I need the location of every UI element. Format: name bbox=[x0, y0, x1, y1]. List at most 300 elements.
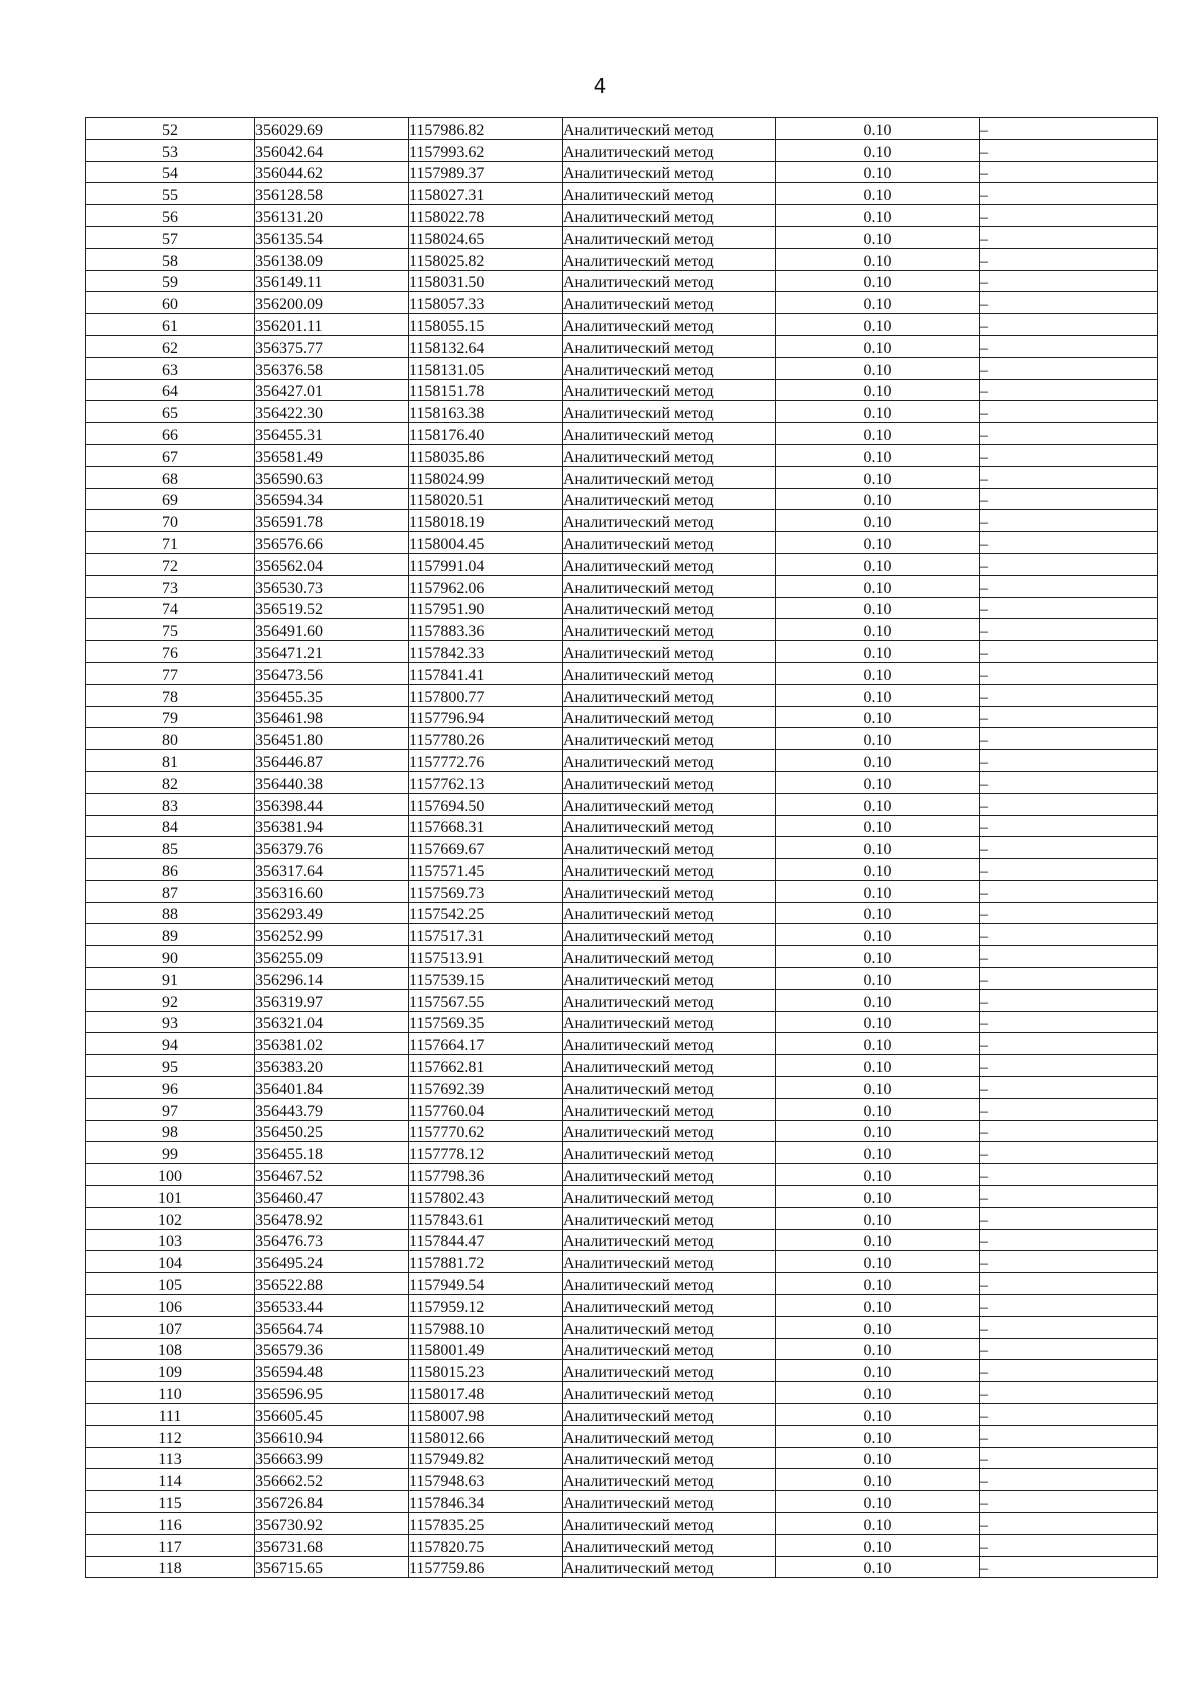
dash-cell: – bbox=[980, 728, 1158, 750]
y-coordinate: 1158012.66 bbox=[409, 1425, 563, 1447]
x-coordinate: 356201.11 bbox=[255, 314, 409, 336]
dash-cell: – bbox=[980, 771, 1158, 793]
dash-cell: – bbox=[980, 1207, 1158, 1229]
point-number: 102 bbox=[86, 1207, 255, 1229]
table-row bbox=[86, 750, 1158, 772]
y-coordinate: 1158176.40 bbox=[409, 423, 563, 445]
x-coordinate: 356473.56 bbox=[255, 662, 409, 684]
method-cell: Аналитический метод bbox=[563, 575, 776, 597]
y-coordinate: 1157539.15 bbox=[409, 968, 563, 990]
method-cell: Аналитический метод bbox=[563, 1011, 776, 1033]
precision-cell: 0.10 bbox=[776, 750, 980, 772]
table-row bbox=[86, 1229, 1158, 1251]
method-cell: Аналитический метод bbox=[563, 314, 776, 336]
precision-cell: 0.10 bbox=[776, 619, 980, 641]
table-row bbox=[86, 466, 1158, 488]
point-number: 108 bbox=[86, 1338, 255, 1360]
point-number: 99 bbox=[86, 1142, 255, 1164]
method-cell: Аналитический метод bbox=[563, 1382, 776, 1404]
method-cell: Аналитический метод bbox=[563, 619, 776, 641]
table-row bbox=[86, 684, 1158, 706]
table-row bbox=[86, 532, 1158, 554]
precision-cell: 0.10 bbox=[776, 1295, 980, 1317]
x-coordinate: 356255.09 bbox=[255, 946, 409, 968]
x-coordinate: 356427.01 bbox=[255, 379, 409, 401]
point-number: 73 bbox=[86, 575, 255, 597]
coordinates-table bbox=[85, 117, 1158, 1578]
method-cell: Аналитический метод bbox=[563, 161, 776, 183]
y-coordinate: 1157844.47 bbox=[409, 1229, 563, 1251]
dash-cell: – bbox=[980, 1316, 1158, 1338]
dash-cell: – bbox=[980, 270, 1158, 292]
x-coordinate: 356731.68 bbox=[255, 1534, 409, 1556]
point-number: 60 bbox=[86, 292, 255, 314]
table-row bbox=[86, 1077, 1158, 1099]
dash-cell: – bbox=[980, 1186, 1158, 1208]
dash-cell: – bbox=[980, 1556, 1158, 1578]
precision-cell: 0.10 bbox=[776, 1425, 980, 1447]
y-coordinate: 1157986.82 bbox=[409, 118, 563, 140]
point-number: 90 bbox=[86, 946, 255, 968]
precision-cell: 0.10 bbox=[776, 859, 980, 881]
point-number: 117 bbox=[86, 1534, 255, 1556]
dash-cell: – bbox=[980, 706, 1158, 728]
dash-cell: – bbox=[980, 314, 1158, 336]
method-cell: Аналитический метод bbox=[563, 1055, 776, 1077]
dash-cell: – bbox=[980, 248, 1158, 270]
y-coordinate: 1157798.36 bbox=[409, 1164, 563, 1186]
dash-cell: – bbox=[980, 226, 1158, 248]
method-cell: Аналитический метод bbox=[563, 226, 776, 248]
point-number: 92 bbox=[86, 989, 255, 1011]
y-coordinate: 1158027.31 bbox=[409, 183, 563, 205]
point-number: 58 bbox=[86, 248, 255, 270]
dash-cell: – bbox=[980, 924, 1158, 946]
precision-cell: 0.10 bbox=[776, 837, 980, 859]
method-cell: Аналитический метод bbox=[563, 750, 776, 772]
method-cell: Аналитический метод bbox=[563, 1207, 776, 1229]
point-number: 69 bbox=[86, 488, 255, 510]
table-row bbox=[86, 641, 1158, 663]
x-coordinate: 356376.58 bbox=[255, 357, 409, 379]
method-cell: Аналитический метод bbox=[563, 946, 776, 968]
y-coordinate: 1158163.38 bbox=[409, 401, 563, 423]
table-row bbox=[86, 118, 1158, 140]
x-coordinate: 356131.20 bbox=[255, 205, 409, 227]
precision-cell: 0.10 bbox=[776, 1186, 980, 1208]
precision-cell: 0.10 bbox=[776, 946, 980, 968]
x-coordinate: 356662.52 bbox=[255, 1469, 409, 1491]
table-row bbox=[86, 553, 1158, 575]
point-number: 118 bbox=[86, 1556, 255, 1578]
x-coordinate: 356440.38 bbox=[255, 771, 409, 793]
table-row bbox=[86, 597, 1158, 619]
method-cell: Аналитический метод bbox=[563, 728, 776, 750]
method-cell: Аналитический метод bbox=[563, 1447, 776, 1469]
x-coordinate: 356135.54 bbox=[255, 226, 409, 248]
dash-cell: – bbox=[980, 815, 1158, 837]
table-row bbox=[86, 1425, 1158, 1447]
x-coordinate: 356591.78 bbox=[255, 510, 409, 532]
point-number: 107 bbox=[86, 1316, 255, 1338]
table-row bbox=[86, 728, 1158, 750]
y-coordinate: 1157517.31 bbox=[409, 924, 563, 946]
dash-cell: – bbox=[980, 1513, 1158, 1535]
precision-cell: 0.10 bbox=[776, 1098, 980, 1120]
precision-cell: 0.10 bbox=[776, 1142, 980, 1164]
y-coordinate: 1158151.78 bbox=[409, 379, 563, 401]
precision-cell: 0.10 bbox=[776, 314, 980, 336]
table-row bbox=[86, 1273, 1158, 1295]
point-number: 85 bbox=[86, 837, 255, 859]
table-row bbox=[86, 880, 1158, 902]
precision-cell: 0.10 bbox=[776, 1491, 980, 1513]
method-cell: Аналитический метод bbox=[563, 1404, 776, 1426]
y-coordinate: 1157951.90 bbox=[409, 597, 563, 619]
method-cell: Аналитический метод bbox=[563, 684, 776, 706]
dash-cell: – bbox=[980, 641, 1158, 663]
table-row bbox=[86, 357, 1158, 379]
table-row bbox=[86, 837, 1158, 859]
point-number: 82 bbox=[86, 771, 255, 793]
dash-cell: – bbox=[980, 946, 1158, 968]
precision-cell: 0.10 bbox=[776, 793, 980, 815]
precision-cell: 0.10 bbox=[776, 575, 980, 597]
precision-cell: 0.10 bbox=[776, 662, 980, 684]
y-coordinate: 1158018.19 bbox=[409, 510, 563, 532]
point-number: 54 bbox=[86, 161, 255, 183]
point-number: 111 bbox=[86, 1404, 255, 1426]
table-row bbox=[86, 488, 1158, 510]
precision-cell: 0.10 bbox=[776, 532, 980, 554]
y-coordinate: 1158022.78 bbox=[409, 205, 563, 227]
method-cell: Аналитический метод bbox=[563, 924, 776, 946]
method-cell: Аналитический метод bbox=[563, 1142, 776, 1164]
precision-cell: 0.10 bbox=[776, 902, 980, 924]
table-row bbox=[86, 1360, 1158, 1382]
x-coordinate: 356519.52 bbox=[255, 597, 409, 619]
precision-cell: 0.10 bbox=[776, 684, 980, 706]
table-row bbox=[86, 575, 1158, 597]
method-cell: Аналитический метод bbox=[563, 1164, 776, 1186]
y-coordinate: 1157989.37 bbox=[409, 161, 563, 183]
point-number: 100 bbox=[86, 1164, 255, 1186]
dash-cell: – bbox=[980, 1164, 1158, 1186]
point-number: 81 bbox=[86, 750, 255, 772]
table-row bbox=[86, 314, 1158, 336]
y-coordinate: 1157835.25 bbox=[409, 1513, 563, 1535]
point-number: 97 bbox=[86, 1098, 255, 1120]
x-coordinate: 356398.44 bbox=[255, 793, 409, 815]
x-coordinate: 356522.88 bbox=[255, 1273, 409, 1295]
method-cell: Аналитический метод bbox=[563, 1425, 776, 1447]
table-row bbox=[86, 1491, 1158, 1513]
dash-cell: – bbox=[980, 575, 1158, 597]
point-number: 104 bbox=[86, 1251, 255, 1273]
table-row bbox=[86, 989, 1158, 1011]
precision-cell: 0.10 bbox=[776, 1469, 980, 1491]
point-number: 56 bbox=[86, 205, 255, 227]
method-cell: Аналитический метод bbox=[563, 118, 776, 140]
precision-cell: 0.10 bbox=[776, 1360, 980, 1382]
table-row bbox=[86, 183, 1158, 205]
precision-cell: 0.10 bbox=[776, 1338, 980, 1360]
method-cell: Аналитический метод bbox=[563, 553, 776, 575]
point-number: 67 bbox=[86, 444, 255, 466]
method-cell: Аналитический метод bbox=[563, 423, 776, 445]
table-row bbox=[86, 1098, 1158, 1120]
point-number: 112 bbox=[86, 1425, 255, 1447]
table-row bbox=[86, 706, 1158, 728]
method-cell: Аналитический метод bbox=[563, 662, 776, 684]
table-row bbox=[86, 771, 1158, 793]
table-row bbox=[86, 793, 1158, 815]
method-cell: Аналитический метод bbox=[563, 488, 776, 510]
y-coordinate: 1157959.12 bbox=[409, 1295, 563, 1317]
dash-cell: – bbox=[980, 1120, 1158, 1142]
table-row bbox=[86, 1447, 1158, 1469]
dash-cell: – bbox=[980, 1251, 1158, 1273]
y-coordinate: 1158007.98 bbox=[409, 1404, 563, 1426]
x-coordinate: 356450.25 bbox=[255, 1120, 409, 1142]
y-coordinate: 1157569.73 bbox=[409, 880, 563, 902]
dash-cell: – bbox=[980, 619, 1158, 641]
precision-cell: 0.10 bbox=[776, 444, 980, 466]
method-cell: Аналитический метод bbox=[563, 1316, 776, 1338]
precision-cell: 0.10 bbox=[776, 771, 980, 793]
dash-cell: – bbox=[980, 1425, 1158, 1447]
x-coordinate: 356491.60 bbox=[255, 619, 409, 641]
method-cell: Аналитический метод bbox=[563, 989, 776, 1011]
precision-cell: 0.10 bbox=[776, 968, 980, 990]
point-number: 78 bbox=[86, 684, 255, 706]
method-cell: Аналитический метод bbox=[563, 1273, 776, 1295]
method-cell: Аналитический метод bbox=[563, 292, 776, 314]
dash-cell: – bbox=[980, 401, 1158, 423]
y-coordinate: 1157841.41 bbox=[409, 662, 563, 684]
dash-cell: – bbox=[980, 837, 1158, 859]
precision-cell: 0.10 bbox=[776, 1273, 980, 1295]
dash-cell: – bbox=[980, 532, 1158, 554]
precision-cell: 0.10 bbox=[776, 1229, 980, 1251]
point-number: 77 bbox=[86, 662, 255, 684]
dash-cell: – bbox=[980, 662, 1158, 684]
x-coordinate: 356422.30 bbox=[255, 401, 409, 423]
x-coordinate: 356319.97 bbox=[255, 989, 409, 1011]
point-number: 88 bbox=[86, 902, 255, 924]
y-coordinate: 1158004.45 bbox=[409, 532, 563, 554]
point-number: 87 bbox=[86, 880, 255, 902]
point-number: 83 bbox=[86, 793, 255, 815]
y-coordinate: 1157770.62 bbox=[409, 1120, 563, 1142]
precision-cell: 0.10 bbox=[776, 880, 980, 902]
precision-cell: 0.10 bbox=[776, 401, 980, 423]
x-coordinate: 356478.92 bbox=[255, 1207, 409, 1229]
precision-cell: 0.10 bbox=[776, 1316, 980, 1338]
x-coordinate: 356461.98 bbox=[255, 706, 409, 728]
point-number: 53 bbox=[86, 139, 255, 161]
table-row bbox=[86, 335, 1158, 357]
method-cell: Аналитический метод bbox=[563, 139, 776, 161]
table-row bbox=[86, 946, 1158, 968]
point-number: 70 bbox=[86, 510, 255, 532]
coordinates-table-body bbox=[86, 118, 1158, 1578]
dash-cell: – bbox=[980, 597, 1158, 619]
y-coordinate: 1157760.04 bbox=[409, 1098, 563, 1120]
y-coordinate: 1157692.39 bbox=[409, 1077, 563, 1099]
page-number: 4 bbox=[593, 74, 607, 98]
y-coordinate: 1157843.61 bbox=[409, 1207, 563, 1229]
point-number: 84 bbox=[86, 815, 255, 837]
method-cell: Аналитический метод bbox=[563, 183, 776, 205]
x-coordinate: 356663.99 bbox=[255, 1447, 409, 1469]
table-row bbox=[86, 859, 1158, 881]
point-number: 75 bbox=[86, 619, 255, 641]
x-coordinate: 356379.76 bbox=[255, 837, 409, 859]
x-coordinate: 356451.80 bbox=[255, 728, 409, 750]
dash-cell: – bbox=[980, 1055, 1158, 1077]
table-row bbox=[86, 1251, 1158, 1273]
table-row bbox=[86, 1404, 1158, 1426]
method-cell: Аналитический метод bbox=[563, 510, 776, 532]
y-coordinate: 1157842.33 bbox=[409, 641, 563, 663]
table-row bbox=[86, 205, 1158, 227]
x-coordinate: 356610.94 bbox=[255, 1425, 409, 1447]
x-coordinate: 356381.94 bbox=[255, 815, 409, 837]
dash-cell: – bbox=[980, 357, 1158, 379]
y-coordinate: 1157759.86 bbox=[409, 1556, 563, 1578]
table-row bbox=[86, 1534, 1158, 1556]
precision-cell: 0.10 bbox=[776, 357, 980, 379]
table-row bbox=[86, 161, 1158, 183]
method-cell: Аналитический метод bbox=[563, 335, 776, 357]
precision-cell: 0.10 bbox=[776, 118, 980, 140]
point-number: 93 bbox=[86, 1011, 255, 1033]
table-row bbox=[86, 401, 1158, 423]
point-number: 116 bbox=[86, 1513, 255, 1535]
point-number: 98 bbox=[86, 1120, 255, 1142]
dash-cell: – bbox=[980, 1404, 1158, 1426]
point-number: 95 bbox=[86, 1055, 255, 1077]
point-number: 72 bbox=[86, 553, 255, 575]
y-coordinate: 1158132.64 bbox=[409, 335, 563, 357]
precision-cell: 0.10 bbox=[776, 1534, 980, 1556]
y-coordinate: 1157948.63 bbox=[409, 1469, 563, 1491]
point-number: 110 bbox=[86, 1382, 255, 1404]
point-number: 106 bbox=[86, 1295, 255, 1317]
table-row bbox=[86, 1295, 1158, 1317]
y-coordinate: 1158020.51 bbox=[409, 488, 563, 510]
y-coordinate: 1157762.13 bbox=[409, 771, 563, 793]
method-cell: Аналитический метод bbox=[563, 532, 776, 554]
method-cell: Аналитический метод bbox=[563, 859, 776, 881]
dash-cell: – bbox=[980, 1447, 1158, 1469]
point-number: 103 bbox=[86, 1229, 255, 1251]
table-row bbox=[86, 968, 1158, 990]
table-row bbox=[86, 379, 1158, 401]
precision-cell: 0.10 bbox=[776, 335, 980, 357]
x-coordinate: 356530.73 bbox=[255, 575, 409, 597]
x-coordinate: 356138.09 bbox=[255, 248, 409, 270]
y-coordinate: 1157949.54 bbox=[409, 1273, 563, 1295]
precision-cell: 0.10 bbox=[776, 248, 980, 270]
table-row bbox=[86, 662, 1158, 684]
table-row bbox=[86, 248, 1158, 270]
x-coordinate: 356564.74 bbox=[255, 1316, 409, 1338]
method-cell: Аналитический метод bbox=[563, 1513, 776, 1535]
x-coordinate: 356579.36 bbox=[255, 1338, 409, 1360]
method-cell: Аналитический метод bbox=[563, 641, 776, 663]
table-row bbox=[86, 619, 1158, 641]
point-number: 57 bbox=[86, 226, 255, 248]
y-coordinate: 1157883.36 bbox=[409, 619, 563, 641]
precision-cell: 0.10 bbox=[776, 466, 980, 488]
table-row bbox=[86, 1513, 1158, 1535]
x-coordinate: 356455.31 bbox=[255, 423, 409, 445]
dash-cell: – bbox=[980, 1491, 1158, 1513]
y-coordinate: 1157569.35 bbox=[409, 1011, 563, 1033]
dash-cell: – bbox=[980, 161, 1158, 183]
method-cell: Аналитический метод bbox=[563, 1491, 776, 1513]
table-row bbox=[86, 924, 1158, 946]
y-coordinate: 1157571.45 bbox=[409, 859, 563, 881]
table-row bbox=[86, 226, 1158, 248]
dash-cell: – bbox=[980, 1534, 1158, 1556]
x-coordinate: 356042.64 bbox=[255, 139, 409, 161]
dash-cell: – bbox=[980, 793, 1158, 815]
x-coordinate: 356581.49 bbox=[255, 444, 409, 466]
y-coordinate: 1157772.76 bbox=[409, 750, 563, 772]
x-coordinate: 356590.63 bbox=[255, 466, 409, 488]
point-number: 80 bbox=[86, 728, 255, 750]
x-coordinate: 356293.49 bbox=[255, 902, 409, 924]
x-coordinate: 356596.95 bbox=[255, 1382, 409, 1404]
point-number: 68 bbox=[86, 466, 255, 488]
point-number: 64 bbox=[86, 379, 255, 401]
dash-cell: – bbox=[980, 292, 1158, 314]
dash-cell: – bbox=[980, 880, 1158, 902]
table-row bbox=[86, 1556, 1158, 1578]
dash-cell: – bbox=[980, 684, 1158, 706]
y-coordinate: 1157778.12 bbox=[409, 1142, 563, 1164]
point-number: 66 bbox=[86, 423, 255, 445]
x-coordinate: 356375.77 bbox=[255, 335, 409, 357]
precision-cell: 0.10 bbox=[776, 553, 980, 575]
x-coordinate: 356296.14 bbox=[255, 968, 409, 990]
y-coordinate: 1157780.26 bbox=[409, 728, 563, 750]
y-coordinate: 1158035.86 bbox=[409, 444, 563, 466]
precision-cell: 0.10 bbox=[776, 292, 980, 314]
method-cell: Аналитический метод bbox=[563, 1120, 776, 1142]
y-coordinate: 1158024.65 bbox=[409, 226, 563, 248]
dash-cell: – bbox=[980, 335, 1158, 357]
y-coordinate: 1158017.48 bbox=[409, 1382, 563, 1404]
method-cell: Аналитический метод bbox=[563, 815, 776, 837]
dash-cell: – bbox=[980, 1033, 1158, 1055]
method-cell: Аналитический метод bbox=[563, 1251, 776, 1273]
precision-cell: 0.10 bbox=[776, 706, 980, 728]
table-row bbox=[86, 270, 1158, 292]
dash-cell: – bbox=[980, 488, 1158, 510]
y-coordinate: 1157881.72 bbox=[409, 1251, 563, 1273]
y-coordinate: 1157513.91 bbox=[409, 946, 563, 968]
dash-cell: – bbox=[980, 510, 1158, 532]
method-cell: Аналитический метод bbox=[563, 968, 776, 990]
x-coordinate: 356594.34 bbox=[255, 488, 409, 510]
point-number: 113 bbox=[86, 1447, 255, 1469]
point-number: 109 bbox=[86, 1360, 255, 1382]
y-coordinate: 1158131.05 bbox=[409, 357, 563, 379]
